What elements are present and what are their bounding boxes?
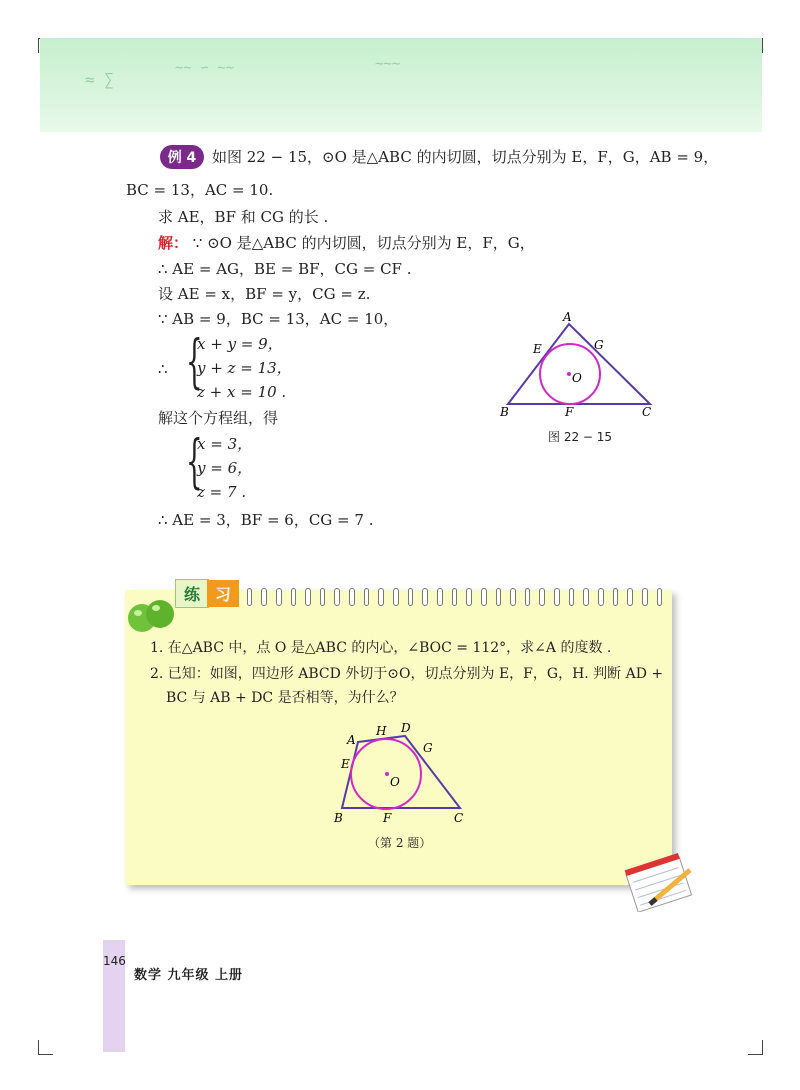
decorative-scribble: ∼∼∼: [375, 56, 401, 72]
equation-1: x + y = 9，: [197, 335, 283, 353]
circle-center-point: [385, 772, 389, 776]
label-g: G: [594, 338, 604, 352]
example-badge: 例 4: [160, 145, 204, 169]
solution-label: 解：: [158, 234, 189, 252]
example-statement-line2: BC = 13，AC = 10.: [126, 181, 274, 199]
label-b: B: [334, 811, 343, 825]
equation-2: y + z = 13，: [197, 359, 292, 377]
decorative-scribble: ≈ ∑: [85, 70, 114, 89]
equation-3: z + x = 10 .: [197, 383, 287, 401]
label-a: A: [563, 310, 572, 324]
solution-line1: [158, 233, 535, 253]
label-g: G: [423, 741, 433, 755]
label-o: O: [572, 371, 582, 385]
label-e: E: [533, 342, 542, 356]
practice-title: [175, 578, 239, 608]
notebook-rings: [232, 588, 662, 606]
label-c: C: [454, 811, 464, 825]
label-d: D: [401, 721, 411, 735]
example-question: 求 AE，BF 和 CG 的长 .: [158, 208, 329, 226]
label-c: C: [642, 405, 652, 419]
solution-y: y = 6，: [197, 459, 253, 477]
crop-mark-bottom-right: [748, 1040, 763, 1055]
solution-line3: 设 AE = x，BF = y，CG = z.: [158, 285, 371, 303]
label-f: F: [565, 405, 574, 419]
solution-z: z = 7 .: [197, 483, 247, 501]
equation-brace-1: {: [186, 327, 203, 395]
label-a: A: [347, 733, 356, 747]
book-title: 数学 九年级 上册: [134, 968, 244, 983]
crop-mark-bottom-left: [38, 1040, 53, 1055]
incenter-point: [567, 372, 571, 376]
practice-item-2-line1: 2. 已知：如图，四边形 ABCD 外切于⊙O，切点分别为 E，F，G，H. 判断 AD +: [150, 666, 664, 682]
solution-text-1: ∵ ⊙O 是△ABC 的内切圆，切点分别为 E，F，G，: [192, 234, 535, 252]
quadrilateral-figure: [330, 718, 480, 830]
practice-title-part1: 练: [175, 579, 209, 608]
label-h: H: [376, 724, 387, 738]
result-line: ∴ AE = 3，BF = 6，CG = 7 .: [158, 511, 374, 529]
solution-x: x = 3，: [197, 435, 253, 453]
decorative-scribble: ∼∼ ∽ ∼∼: [175, 60, 235, 76]
triangle-abc: [508, 324, 650, 404]
page-number: 146: [103, 954, 126, 968]
label-f: F: [383, 811, 392, 825]
label-b: B: [500, 405, 509, 419]
practice-title-part2: 习: [207, 580, 239, 607]
practice-figure-caption: （第 2 题）: [368, 836, 432, 850]
practice-item-2-line2: BC 与 AB + DC 是否相等，为什么？: [166, 690, 404, 706]
label-o: O: [390, 775, 400, 789]
therefore-symbol: ∴: [158, 360, 168, 378]
solution-line4: ∵ AB = 9，BC = 13，AC = 10，: [158, 310, 399, 328]
header-decoration: [40, 38, 762, 132]
notepad-pencil-icon: [620, 852, 700, 912]
solve-text: 解这个方程组，得: [158, 409, 279, 427]
practice-item-1: 1. 在△ABC 中，点 O 是△ABC 的内心，∠BOC = 112°，求∠A 的度数 .: [150, 640, 612, 656]
example-statement-line1: 如图 22 − 15，⊙O 是△ABC 的内切圆，切点分别为 E，F，G，AB = 9，: [212, 148, 719, 166]
equation-brace-2: {: [186, 427, 203, 495]
figure-caption: 图 22 − 15: [548, 430, 613, 444]
solution-line2: ∴ AE = AG，BE = BF，CG = CF .: [158, 260, 412, 278]
green-apple-icon: [124, 590, 180, 636]
label-e: E: [341, 757, 350, 771]
